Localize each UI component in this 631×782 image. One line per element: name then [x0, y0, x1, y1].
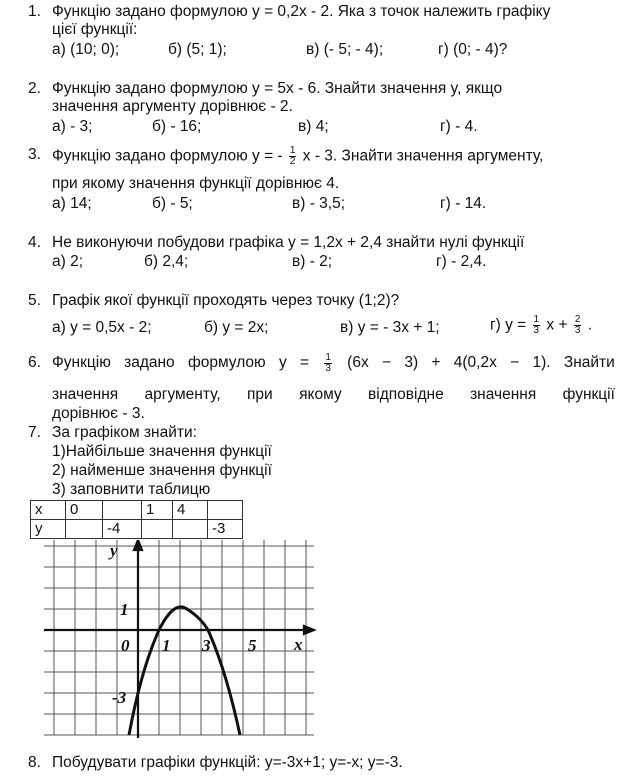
q6-text-cont: [52, 386, 615, 404]
q6-text-end: дорівнює - 3.: [52, 405, 145, 422]
q3-option-b: б) - 5;: [152, 195, 193, 212]
q1-option-b: б) (5; 1);: [168, 41, 227, 58]
q7-number: 7.: [28, 424, 41, 441]
q4-number: 4.: [28, 234, 41, 251]
q3-text: [52, 146, 543, 167]
q1-number: 1.: [28, 3, 41, 20]
q2-text-cont: значення аргументу дорівнює - 2.: [52, 98, 293, 115]
q5-option-d-part-a: г) y =: [490, 316, 531, 334]
q5-option-d-part-b: x +: [542, 316, 572, 334]
q3-text-part-b: x - 3. Знайти значення аргументу,: [298, 147, 544, 165]
q6-word: +: [431, 354, 441, 371]
q1-text: Функцію задано формулою y = 0,2x - 2. Яка з точок належить графіку: [52, 3, 551, 20]
q6-word: y: [278, 354, 287, 371]
q6-word: 4(0,2x: [453, 354, 497, 371]
tick-label-origin: 0: [121, 636, 130, 655]
q5-fraction-2: [574, 315, 582, 336]
q3-option-a: а) 14;: [52, 195, 92, 212]
q1-option-d: г) (0; - 4)?: [438, 41, 508, 58]
q4-option-a: а) 2;: [52, 253, 84, 270]
q6-frac-num: 1: [325, 351, 331, 363]
q6-word: 3): [404, 354, 419, 371]
q6-word: значення: [52, 386, 119, 403]
q2-option-a: а) - 3;: [52, 118, 93, 135]
q6-word: формулою: [187, 354, 266, 371]
tick-label-x5: 5: [248, 636, 257, 655]
graph-axes: [44, 540, 314, 738]
q6-word: Функцію: [52, 354, 111, 371]
table-cell: [142, 520, 173, 539]
table-cell: [103, 501, 142, 520]
q5-frac2-den: 3: [574, 325, 581, 336]
q5-frac1-den: 3: [533, 325, 540, 336]
q6-word: −: [382, 354, 392, 371]
q3-text-cont: при якому значення функції дорівнює 4.: [52, 175, 340, 192]
tick-label-x3: 3: [202, 636, 211, 655]
q5-fraction-1: [533, 315, 541, 336]
q6-word: 1).: [532, 354, 551, 371]
x-axis-label: x: [294, 635, 303, 654]
table-cell: x: [31, 501, 66, 520]
q2-number: 2.: [28, 80, 41, 97]
graph-grid: [44, 540, 314, 735]
q6-frac-den: 3: [325, 362, 331, 374]
q7-text: За графіком знайти:: [52, 424, 197, 441]
y-axis-label: y: [110, 541, 118, 560]
q6-word: задано: [124, 354, 175, 371]
q6-word: −: [510, 354, 520, 371]
q3-option-d: г) - 14.: [440, 195, 487, 212]
q2-text: Функцію задано формулою y = 5x - 6. Знайти значення y, якщо: [52, 80, 503, 97]
q7-item-3: 3) заповнити таблицю: [52, 481, 211, 498]
q5-option-d: [490, 315, 592, 336]
q6-word: значення: [470, 386, 537, 403]
q6-word: відповідне: [368, 386, 444, 403]
q8-text: Побудувати графіки функцій: y=-3x+1; y=-x; y=-3.: [52, 754, 403, 771]
table-cell: 0: [66, 501, 103, 520]
q1-option-a: а) (10; 0);: [52, 41, 120, 58]
tick-label-x1: 1: [162, 636, 171, 655]
q5-option-d-part-c: .: [583, 316, 593, 334]
table-cell: 4: [173, 501, 208, 520]
q6-word: функції: [562, 386, 615, 403]
table-cell: [66, 520, 103, 539]
q5-text: Графік якої функції проходять через точку (1;2)?: [52, 292, 400, 309]
q6-word: якому: [299, 386, 342, 403]
table-cell: [173, 520, 208, 539]
q6-word: =: [299, 354, 310, 371]
q3-frac-num: 1: [289, 145, 296, 156]
q4-option-b: б) 2,4;: [144, 253, 189, 270]
table-row-y: [31, 520, 243, 539]
parabola-curve: [129, 607, 240, 735]
table-cell: -3: [208, 520, 243, 539]
values-table: [30, 500, 243, 539]
q5-frac1-num: 1: [533, 314, 540, 325]
table-cell: 1: [142, 501, 173, 520]
q5-number: 5.: [28, 292, 41, 309]
q6-fraction: [324, 353, 332, 374]
table-cell: [208, 501, 243, 520]
table-cell: y: [31, 520, 66, 539]
parabola-graph: [44, 540, 324, 740]
q7-item-1: 1)Найбільше значення функції: [52, 443, 272, 460]
table-row-x: [31, 501, 243, 520]
q3-frac-den: 2: [289, 156, 296, 167]
q6-word: при: [247, 386, 273, 403]
q5-option-a: а) y = 0,5x - 2;: [52, 319, 152, 336]
q3-number: 3.: [28, 146, 41, 163]
q5-frac2-num: 2: [574, 314, 581, 325]
q4-option-c: в) - 2;: [292, 253, 333, 270]
q5-option-c: в) y = - 3x + 1;: [340, 319, 440, 336]
q4-text: Не виконуючи побудови графіка y = 1,2x + 2,4 знайти нулі функції: [52, 234, 525, 251]
q2-option-b: б) - 16;: [152, 118, 202, 135]
q4-option-d: г) - 2,4.: [436, 253, 487, 270]
q5-option-b: б) y = 2x;: [204, 319, 269, 336]
q7-item-2: 2) найменше значення функції: [52, 462, 272, 479]
tick-label-y-neg3: -3: [112, 688, 127, 707]
q6-word: (6x: [347, 354, 369, 371]
q2-option-c: в) 4;: [298, 118, 329, 135]
q2-option-d: г) - 4.: [440, 118, 478, 135]
q3-option-c: в) - 3,5;: [292, 195, 346, 212]
q8-number: 8.: [28, 754, 41, 771]
q6-word: Знайти: [563, 354, 615, 371]
q6-word: аргументу,: [144, 386, 221, 403]
q3-text-part-a: Функцію задано формулою y = -: [52, 147, 287, 165]
q1-text-cont: цієї функції:: [52, 21, 138, 38]
q6-number: 6.: [28, 354, 41, 371]
tick-label-y1: 1: [120, 600, 129, 619]
table-cell: -4: [103, 520, 142, 539]
q1-option-c: в) (- 5; - 4);: [306, 41, 384, 58]
q3-fraction: [289, 146, 297, 167]
q6-text: [52, 350, 615, 376]
